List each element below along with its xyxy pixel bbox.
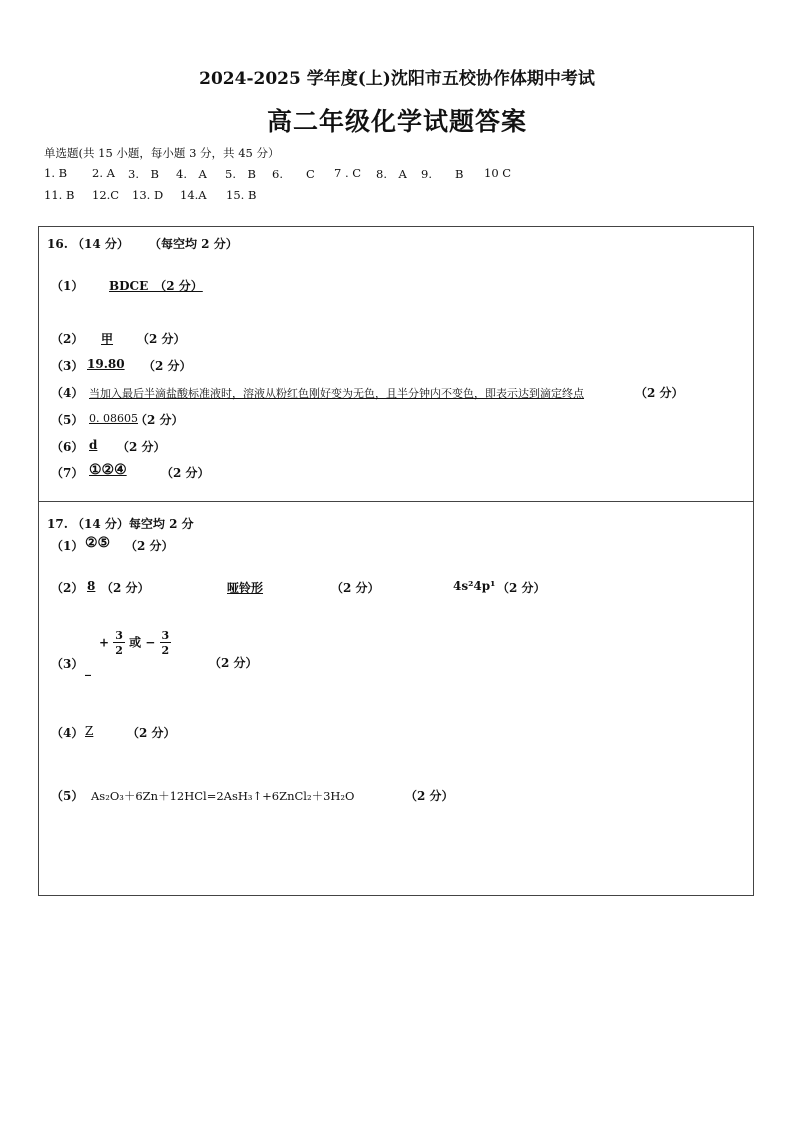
q16-answer-2: 甲	[101, 332, 114, 346]
fraction: $\frac{3}{2}$	[115, 629, 123, 657]
q17-blank-mark: _	[85, 662, 91, 676]
mc-answer: 6. C	[272, 167, 315, 181]
mc-answer: 14.A	[180, 188, 207, 202]
q17-score: （2 分）	[101, 581, 150, 595]
q16-part-number: （4）	[51, 386, 84, 400]
q16-score: （2 分）	[143, 359, 192, 373]
exam-title: 2024-2025 学年度(上)沈阳市五校协作体期中考试	[199, 69, 595, 89]
mc-answer: 2. A	[92, 166, 115, 180]
q16-score: （2 分）	[137, 332, 186, 346]
or-word: 或	[129, 635, 142, 650]
mc-answer: 12.C	[92, 188, 120, 202]
q17-part-number: （5）	[51, 789, 84, 803]
q16-part-number: （3）	[51, 359, 84, 373]
mc-intro: 单选题(共 15 小题，每小题 3 分，共 45 分）	[44, 146, 280, 160]
q17-score: （2 分）	[125, 539, 174, 553]
q17-score: （2 分）	[127, 726, 176, 740]
q16-header: 16. （14 分）	[47, 237, 129, 251]
mc-answer: 1. B	[44, 166, 68, 180]
q17-part-number: （1）	[51, 539, 84, 553]
q17-score: （2 分）	[497, 581, 546, 595]
mc-answer: 3. B	[128, 167, 159, 181]
fraction: $\frac{3}{2}$	[161, 629, 170, 657]
q17-part-number: （4）	[51, 726, 84, 740]
q17-score: （2 分）	[331, 581, 380, 595]
q16-score: （2 分）	[135, 413, 184, 427]
question-16-box	[38, 226, 754, 502]
q17-equation: As₂O₃＋6Zn＋12HCl=2AsH₃↑+6ZnCl₂＋3H₂O	[91, 789, 355, 803]
q16-part-number: （7）	[51, 466, 84, 480]
q16-answer-6: d	[89, 438, 98, 452]
q16-answer-7: ①②④	[89, 462, 127, 478]
plus-sign: +	[99, 635, 110, 650]
mc-answer: 13. D	[132, 188, 164, 202]
mc-answer: 9. B	[421, 167, 464, 181]
q16-part-number: （5）	[51, 413, 84, 427]
q16-answer-1: BDCE （2 分）	[109, 279, 203, 293]
q16-answer-4: 当加入最后半滴盐酸标准液时，溶液从粉红色刚好变为无色，且半分钟内不变色，即表示达到滴定终点	[89, 387, 584, 400]
q16-note: （每空均 2 分）	[149, 237, 238, 251]
q17-answer-2b: 哑铃形	[227, 581, 264, 595]
q17-score: （2 分）	[209, 656, 258, 670]
q16-part-number: （1）	[51, 279, 84, 293]
mc-answer: 5. B	[225, 167, 256, 181]
q17-part-number: （3）	[51, 657, 84, 671]
q16-answer-3: 19.80	[87, 357, 125, 371]
q17-score: （2 分）	[405, 789, 454, 803]
mc-answer: 15. B	[226, 188, 257, 202]
question-17-box	[38, 501, 754, 896]
q16-score: （2 分）	[161, 466, 210, 480]
doc-title: 高二年级化学试题答案	[266, 107, 527, 136]
q16-part-number: （2）	[51, 332, 84, 346]
mc-answer: 11. B	[44, 188, 75, 202]
mc-answer: 7 . C	[334, 166, 362, 180]
mc-answer: 8. A	[376, 167, 407, 181]
q17-answer-2c: 4s²4p¹	[453, 579, 496, 593]
q17-answer-1: ②⑤	[85, 535, 111, 551]
mc-answer: 10 C	[484, 166, 512, 180]
q17-answer-3	[99, 630, 171, 656]
q17-header: 17. （14 分）每空均 2 分	[47, 517, 194, 531]
q16-score: （2 分）	[117, 440, 166, 454]
q16-answer-5: 0. 08605	[89, 412, 138, 425]
q17-answer-2a: 8	[87, 579, 96, 593]
q16-part-number: （6）	[51, 440, 84, 454]
q16-score: （2 分）	[635, 386, 684, 400]
q17-part-number: （2）	[51, 581, 84, 595]
minus-sign: −	[145, 635, 156, 650]
q17-answer-4: Z	[85, 724, 94, 738]
mc-answer: 4. A	[176, 167, 207, 181]
